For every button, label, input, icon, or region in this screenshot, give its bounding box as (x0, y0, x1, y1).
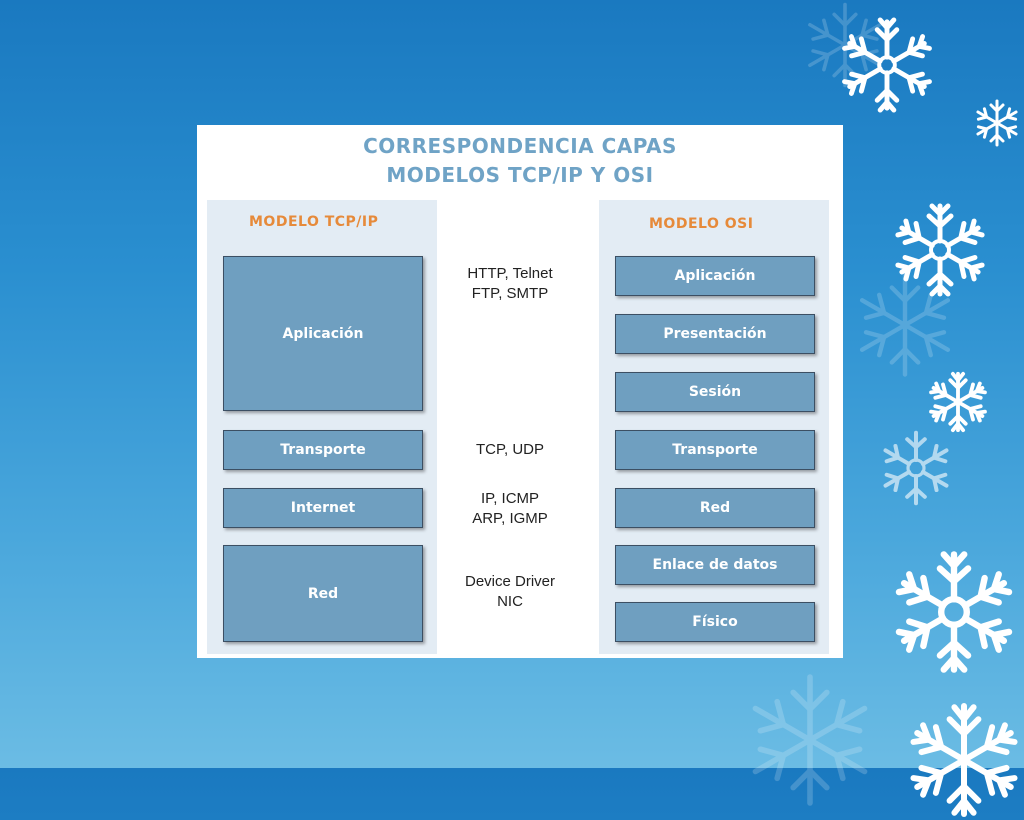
protocol-line: NIC (497, 593, 523, 610)
osi-layer-sesion: Sesión (615, 372, 815, 412)
protocol-line: FTP, SMTP (471, 285, 549, 302)
layer-correspondence-diagram (197, 125, 843, 658)
protocols-network-access (435, 572, 585, 612)
osi-model-heading: MODELO OSI (649, 216, 754, 232)
snowflake-icon (890, 548, 1018, 676)
osi-layer-aplicacion: Aplicación (615, 256, 815, 296)
protocol-line: Device Driver (464, 573, 555, 590)
tcp-layer-transporte: Transporte (223, 430, 423, 470)
protocol-line: TCP, UDP (475, 441, 545, 458)
snowflake-icon (850, 270, 960, 380)
diagram-subtitle: MODELOS TCP/IP Y OSI (386, 163, 654, 187)
protocol-line: IP, ICMP (480, 490, 540, 507)
snowflake-icon (972, 98, 1022, 148)
protocols-application (435, 264, 585, 304)
tcp-ip-model-heading: MODELO TCP/IP (249, 214, 379, 230)
osi-layer-red: Red (615, 488, 815, 528)
protocols-transport (435, 440, 585, 460)
tcp-layer-internet: Internet (223, 488, 423, 528)
snowflake-icon (740, 670, 880, 810)
snowflake-icon (876, 428, 956, 508)
osi-layer-transporte: Transporte (615, 430, 815, 470)
osi-layer-fisico: Físico (615, 602, 815, 642)
protocol-line: HTTP, Telnet (467, 265, 553, 282)
diagram-title: CORRESPONDENCIA CAPAS (363, 134, 677, 158)
snowflake-icon (800, 0, 890, 90)
protocols-internet (435, 489, 585, 529)
tcp-layer-red: Red (223, 545, 423, 642)
snowflake-icon (904, 700, 1024, 820)
osi-layer-presentacion: Presentación (615, 314, 815, 354)
tcp-ip-model-panel (207, 200, 437, 654)
protocol-line: ARP, IGMP (472, 510, 548, 527)
tcp-layer-aplicacion: Aplicación (223, 256, 423, 411)
osi-layer-enlace-de-datos: Enlace de datos (615, 545, 815, 585)
osi-model-panel (599, 200, 829, 654)
